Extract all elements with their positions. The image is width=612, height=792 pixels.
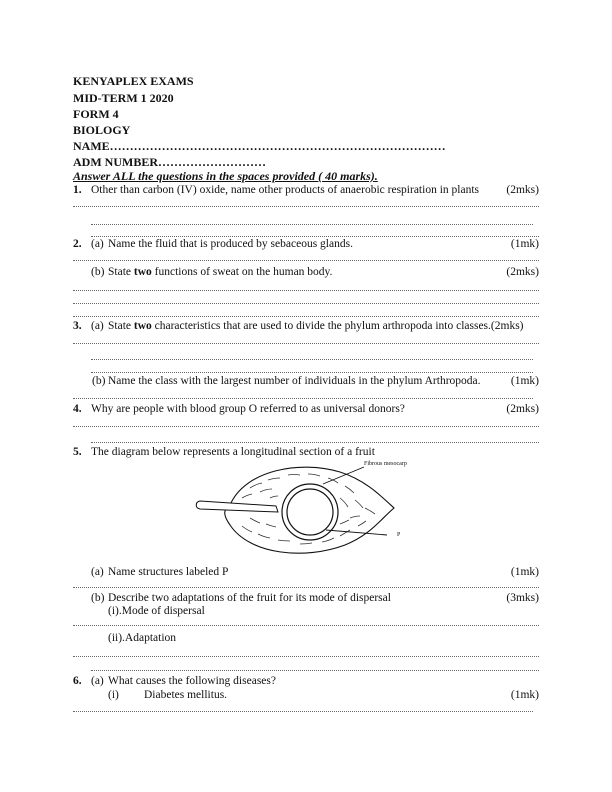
exam-term: MID-TERM 1 2020 bbox=[73, 91, 174, 105]
label-fibrous-mesocarp: Fibrous mesocarp bbox=[364, 461, 407, 467]
question-text: characteristics that are used to divide the phylum arthropoda into classes. bbox=[151, 320, 491, 332]
part-label: (a) bbox=[91, 566, 104, 578]
marks: (1mk) bbox=[510, 566, 539, 578]
question-number: 4. bbox=[73, 403, 82, 415]
part-label: (a) bbox=[91, 320, 104, 332]
question-text: What causes the following diseases? bbox=[108, 675, 276, 687]
emphasis: two bbox=[133, 320, 152, 332]
question-text: State bbox=[108, 266, 134, 278]
marks: (2mks) bbox=[506, 266, 539, 278]
part-label: (b) bbox=[91, 266, 105, 278]
answer-line[interactable] bbox=[73, 656, 539, 657]
marks: (1mk) bbox=[510, 689, 539, 701]
question-number: 3. bbox=[73, 320, 82, 332]
answer-line[interactable] bbox=[73, 206, 539, 207]
question-text: functions of sweat on the human body. bbox=[151, 266, 333, 278]
name-field[interactable]: NAME………………………………………………………………………… bbox=[73, 139, 446, 153]
marks: (3mks) bbox=[506, 592, 539, 604]
emphasis: two bbox=[133, 266, 152, 278]
subpart-adaptation: (ii).Adaptation bbox=[108, 632, 177, 644]
answer-line[interactable] bbox=[73, 711, 533, 712]
answer-line[interactable] bbox=[73, 343, 539, 344]
answer-line[interactable] bbox=[73, 290, 539, 291]
answer-line[interactable] bbox=[73, 260, 539, 261]
marks: (1mk) bbox=[510, 375, 539, 387]
subpart-label: (i) bbox=[108, 689, 119, 701]
form-level: FORM 4 bbox=[73, 107, 119, 121]
subject-title: BIOLOGY bbox=[73, 123, 131, 137]
answer-line[interactable] bbox=[73, 303, 539, 304]
answer-line[interactable] bbox=[91, 224, 533, 225]
question-text: Why are people with blood group O referred to as universal donors? bbox=[91, 403, 405, 415]
question-text: State bbox=[108, 320, 134, 332]
answer-line[interactable] bbox=[73, 625, 539, 626]
marks: (2mks) bbox=[506, 184, 539, 196]
question-number: 1. bbox=[73, 184, 82, 196]
instructions: Answer ALL the questions in the spaces provided ( 40 marks). bbox=[73, 169, 378, 183]
question-number: 2. bbox=[73, 238, 82, 250]
part-label: (b) bbox=[91, 592, 105, 604]
question-number: 5. bbox=[73, 446, 82, 458]
question-text: Diabetes mellitus. bbox=[144, 689, 228, 701]
adm-number-field[interactable]: ADM NUMBER……………………… bbox=[73, 155, 266, 169]
fruit-diagram bbox=[190, 460, 430, 565]
answer-line[interactable] bbox=[73, 426, 539, 427]
part-label: (b) bbox=[92, 375, 106, 387]
question-text: The diagram below represents a longitudinal section of a fruit bbox=[91, 446, 375, 458]
answer-line[interactable] bbox=[91, 442, 539, 443]
answer-line[interactable] bbox=[91, 670, 539, 671]
part-label: (a) bbox=[91, 238, 104, 250]
answer-line[interactable] bbox=[73, 587, 539, 588]
question-text: Name the fluid that is produced by sebaceous glands. bbox=[108, 238, 353, 250]
answer-line[interactable] bbox=[73, 398, 533, 399]
answer-line[interactable] bbox=[91, 372, 533, 373]
fruit-section-illustration bbox=[190, 460, 430, 565]
question-number: 6. bbox=[73, 675, 82, 687]
marks: (2mks) bbox=[506, 403, 539, 415]
question-text: Other than carbon (IV) oxide, name other products of anaerobic respiration in plants bbox=[91, 184, 479, 196]
answer-line[interactable] bbox=[91, 359, 533, 360]
question-text: Name structures labeled P bbox=[108, 566, 229, 578]
marks: (2mks) bbox=[490, 320, 524, 332]
part-label: (a) bbox=[91, 675, 104, 687]
label-p: P bbox=[397, 532, 401, 538]
subpart-mode-of-dispersal: (i).Mode of dispersal bbox=[108, 605, 205, 617]
answer-line[interactable] bbox=[91, 236, 539, 237]
marks: (1mk) bbox=[510, 238, 539, 250]
answer-line[interactable] bbox=[73, 316, 539, 317]
school-name: KENYAPLEX EXAMS bbox=[73, 74, 194, 88]
question-text: Describe two adaptations of the fruit for its mode of dispersal bbox=[108, 592, 391, 604]
question-text: Name the class with the largest number of individuals in the phylum Arthropoda. bbox=[108, 375, 481, 387]
